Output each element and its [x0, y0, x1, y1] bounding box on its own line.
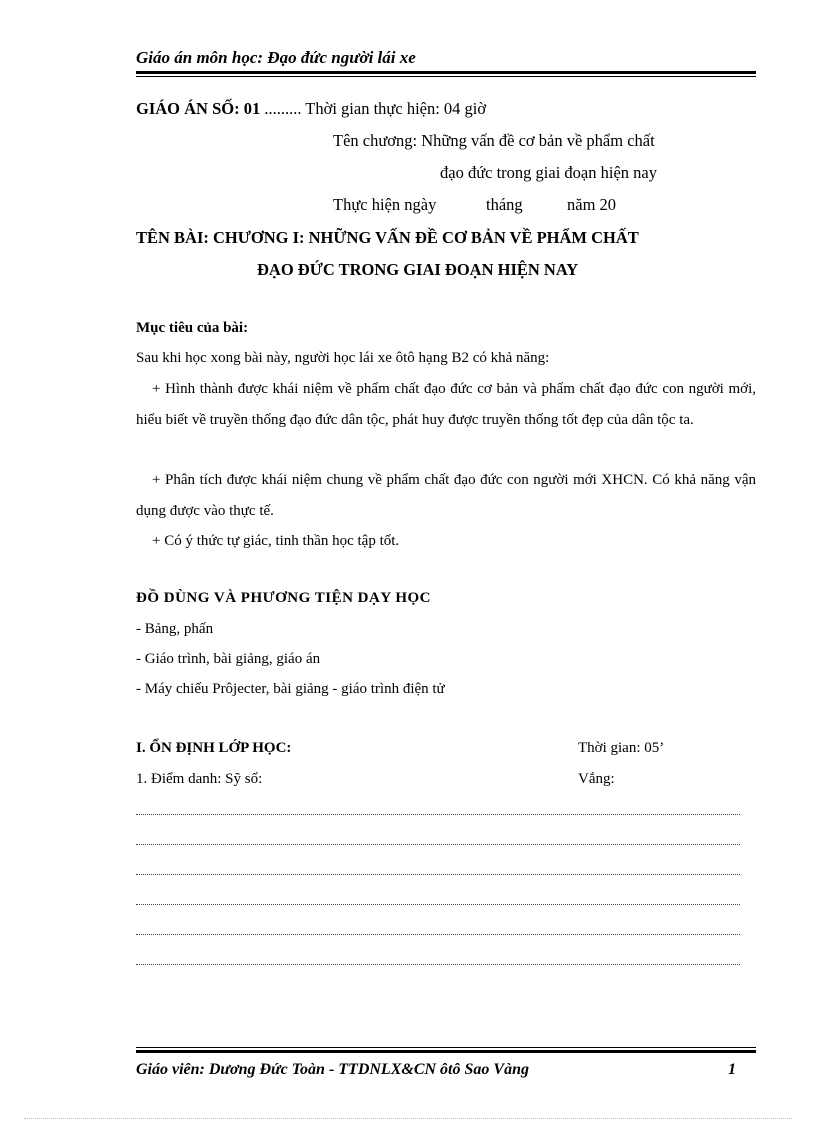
- objectives-heading: Mục tiêu của bài:: [136, 320, 249, 336]
- date-year: năm 20: [567, 195, 617, 214]
- dotted-line: [136, 812, 740, 815]
- header-rule-thin: [136, 76, 756, 77]
- materials-item-3: - Máy chiếu Prôjecter, bài giảng - giáo trình điện tử: [136, 681, 445, 697]
- lesson-title-line2: ĐẠO ĐỨC TRONG GIAI ĐOẠN HIỆN NAY: [257, 260, 579, 279]
- page-number: 1: [728, 1061, 736, 1078]
- dotted-line: [136, 902, 740, 905]
- plan-number-line: [136, 99, 486, 119]
- dotted-line: [136, 962, 740, 965]
- footer-teacher: Giáo viên: Dương Đức Toàn - TTDNLX&CN ôtô Sao Vàng: [136, 1061, 529, 1078]
- date-month: tháng: [486, 195, 523, 214]
- materials-item-2: - Giáo trình, bài giảng, giáo án: [136, 651, 321, 667]
- objectives-intro: Sau khi học xong bài này, người học lái xe ôtô hạng B2 có khả năng:: [136, 350, 550, 366]
- objective-item-3: + Có ý thức tự giác, tinh thần học tập tốt.: [152, 533, 400, 549]
- plan-duration: Thời gian thực hiện: 04 giờ: [305, 99, 487, 118]
- dotted-line: [136, 872, 740, 875]
- lesson-title-line1: TÊN BÀI: CHƯƠNG I: NHỮNG VẤN ĐỀ CƠ BẢN VỀ PHẨM CHẤT: [136, 228, 639, 247]
- dotted-line: [136, 932, 740, 935]
- objective-item-2: + Phân tích được khái niệm chung về phẩm chất đạo đức con người mới XHCN. Có khả năng vận dụng được vào thực tế.: [136, 472, 756, 519]
- absent-label: Vắng:: [578, 771, 615, 787]
- plan-number-dots: .........: [260, 99, 302, 118]
- footer-rule-thin: [136, 1047, 756, 1048]
- chapter-name-line1: Tên chương: Những vấn đề cơ bản về phẩm chất: [333, 131, 655, 150]
- materials-heading: ĐỒ DÙNG VÀ PHƯƠNG TIỆN DẠY HỌC: [136, 590, 432, 606]
- footer-rule-thick: [136, 1050, 756, 1053]
- section1-time: Thời gian: 05’: [578, 740, 665, 756]
- date-prefix: Thực hiện ngày: [333, 195, 437, 214]
- page-bottom-border: [24, 1118, 792, 1119]
- header-rule-thick: [136, 71, 756, 74]
- document-header-title: Giáo án môn học: Đạo đức người lái xe: [136, 48, 416, 67]
- plan-number-label: GIÁO ÁN SỐ: 01: [136, 99, 261, 118]
- materials-item-1: - Bảng, phấn: [136, 621, 214, 637]
- roll-call-label: 1. Điểm danh: Sỹ số:: [136, 771, 263, 787]
- objective-item-1: + Hình thành được khái niệm về phẩm chất đạo đức cơ bản và phẩm chất đạo đức con người mới, hiểu biết về truyền thống đạo đức dân tộc, phát huy được truyền thống tốt đẹp của dân tộc ta.: [136, 381, 756, 428]
- chapter-name-line2: đạo đức trong giai đoạn hiện nay: [440, 163, 657, 182]
- dotted-line: [136, 842, 740, 845]
- section1-heading: I. ỔN ĐỊNH LỚP HỌC:: [136, 740, 292, 756]
